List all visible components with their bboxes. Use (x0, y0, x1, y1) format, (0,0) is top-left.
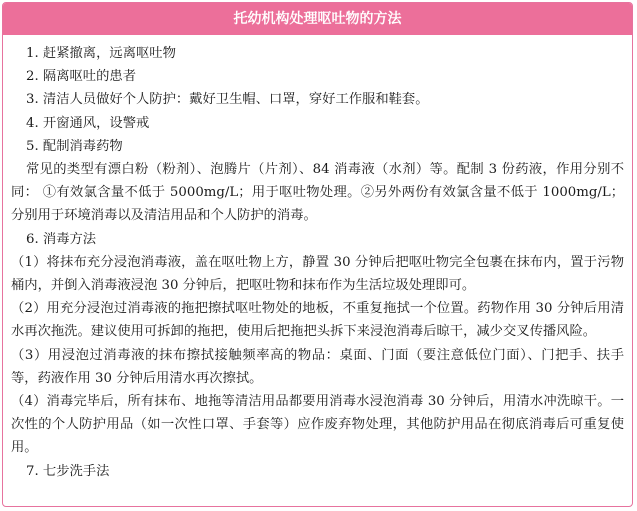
item-6-step-1: （1）将抹布充分浸泡消毒液，盖在呕吐物上方，静置 30 分钟后把呕吐物完全包裹在抹布内，置于污物桶内，并倒入消毒液浸泡 30 分钟后，把呕吐物和抹布作为生活垃圾处理即可。 (11, 254, 624, 294)
item-3: 3. 清洁人员做好个人防护：戴好卫生帽、口罩，穿好工作服和鞋套。 (26, 92, 429, 108)
item-4: 4. 开窗通风，设警戒 (26, 115, 150, 131)
item-6: 6. 消毒方法 (26, 231, 97, 247)
card-body (3, 35, 632, 483)
item-6-step-2: （2）用充分浸泡过消毒液的拖把擦拭呕吐物处的地板，不重复拖拭一个位置。药物作用 30 分钟后用清水再次拖洗。建议使用可拆卸的拖把，使用后把拖把头拆下来浸泡消毒后晾干，减少交叉传播风险。 (11, 301, 624, 340)
item-5: 5. 配制消毒药物 (26, 138, 123, 154)
card-title: 托幼机构处理呕吐物的方法 (3, 3, 632, 35)
item-6-step-3: （3）用浸泡过消毒液的抹布擦拭接触频率高的物品：桌面、门面（要注意低位门面）、门把手、扶手等，药液作用 30 分钟后用清水再次擦拭。 (11, 347, 624, 386)
info-card (2, 2, 633, 507)
item-2: 2. 隔离呕吐的患者 (26, 69, 136, 85)
item-1: 1. 赶紧撤离，远离呕吐物 (26, 46, 176, 61)
item-5-detail: 常见的类型有漂白粉（粉剂）、泡腾片（片剂）、84 消毒液（水剂）等。配制 3 份药液，作用分别不同： ①有效氯含量不低于 5000mg/L；用于呕吐物处理。②另外两份有效氯含量不低于 1000mg/L；分别用于环境消毒以及清洁用品和个人防护的消毒。 (11, 162, 624, 224)
item-6-step-4: （4）消毒完毕后，所有抹布、地拖等清洁用品都要用消毒水浸泡消毒 30 分钟后，用清水冲洗晾干。一次性的个人防护用品（如一次性口罩、手套等）应作废弃物处理，其他防护用品在彻底消毒后可重复使用。 (11, 394, 624, 456)
item-7: 7. 七步洗手法 (26, 463, 110, 479)
